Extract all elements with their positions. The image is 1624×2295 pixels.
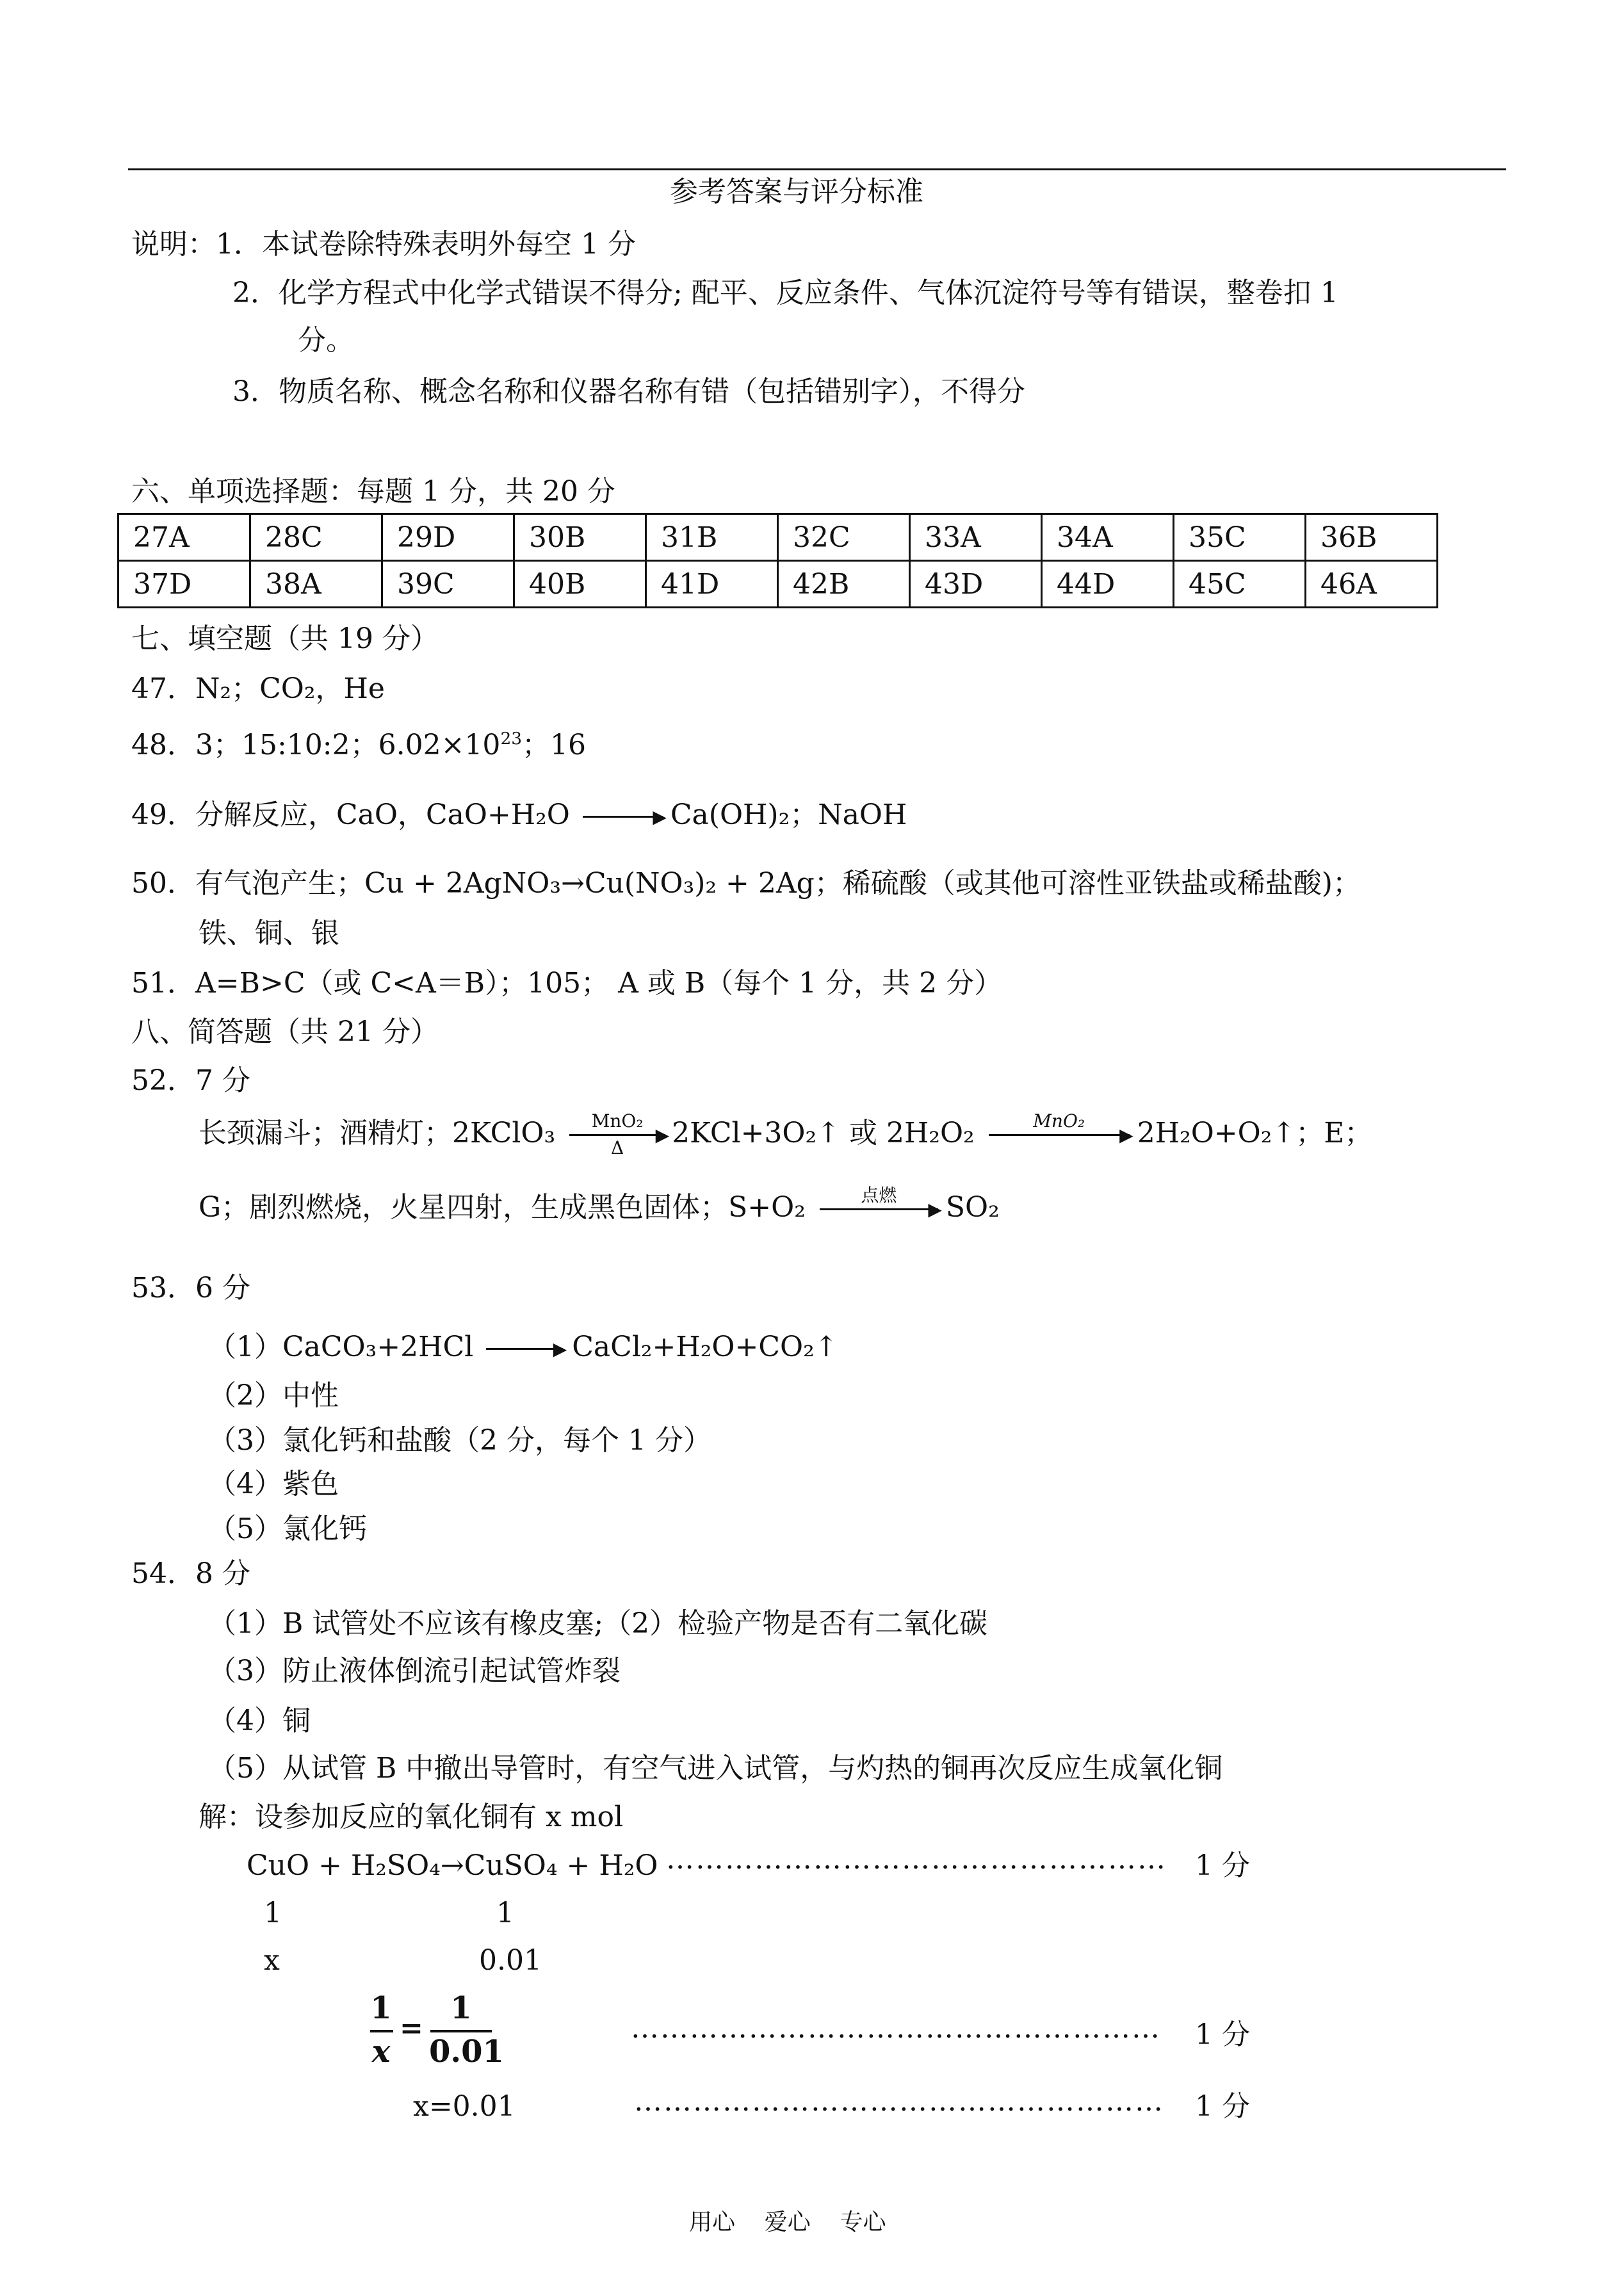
- table-cell: 36B: [1306, 514, 1438, 561]
- fraction-score: 1 分: [1195, 2018, 1250, 2051]
- table-cell: 45C: [1174, 561, 1306, 608]
- answer-52-text-3: 2H₂O+O₂↑；E；: [1137, 1117, 1373, 1149]
- answer-48-exponent: 23: [500, 729, 523, 749]
- page-footer: 用心 爱心 专心: [689, 2209, 886, 2235]
- answer-54-1: （1）B 试管处不应该有橡皮塞;（2）检验产物是否有二氧化碳: [208, 1607, 988, 1640]
- answer-52-text-4: G；剧烈燃烧，火星四射，生成黑色固体；S+O₂: [199, 1191, 806, 1224]
- table-cell: 40B: [514, 561, 646, 608]
- catalyst-label: MnO₂: [1033, 1110, 1085, 1131]
- fraction-right-numerator: 1: [450, 1990, 472, 2026]
- score-leader: ………………………………………………: [634, 2085, 1164, 2118]
- answer-49: [131, 797, 907, 833]
- ratio-left-x: x: [264, 1944, 280, 1977]
- table-cell: 32C: [778, 514, 910, 561]
- answer-53-1-text: （1）CaCO₃+2HCl: [208, 1331, 474, 1363]
- answer-52-line-2: [199, 1185, 1000, 1226]
- answer-49-product: Ca(OH)₂；NaOH: [670, 799, 907, 831]
- table-cell: 44D: [1042, 561, 1174, 608]
- equals-sign: =: [400, 2012, 423, 2045]
- answer-54-score: 54．8 分: [131, 1557, 250, 1590]
- table-cell: 29D: [382, 514, 514, 561]
- table-cell: 33A: [910, 514, 1042, 561]
- reaction-arrow: MnO₂ ▶: [989, 1134, 1130, 1136]
- answer-52-score: 52．7 分: [131, 1064, 250, 1097]
- reaction-arrow: ▶: [583, 816, 663, 818]
- fraction-right-bar: [430, 2030, 492, 2032]
- answer-54-4: （4）铜: [208, 1705, 311, 1737]
- ratio-left-1: 1: [264, 1897, 282, 1929]
- answer-54-5: （5）从试管 B 中撤出导管时，有空气进入试管，与灼热的铜再次反应生成氧化铜: [208, 1752, 1223, 1785]
- fraction-left-bar: [370, 2030, 393, 2032]
- table-cell: 46A: [1306, 561, 1438, 608]
- table-cell: 37D: [118, 561, 250, 608]
- answer-50-cont: 铁、铜、银: [199, 917, 339, 950]
- solution-equation: CuO + H₂SO₄→CuSO₄ + H₂O: [247, 1849, 658, 1882]
- answer-49-text: 49．分解反应，CaO，CaO+H₂O: [131, 799, 570, 831]
- equation-score: 1 分: [1195, 1849, 1250, 1882]
- table-row: [118, 561, 1438, 608]
- solution-result: x=0.01: [413, 2090, 516, 2123]
- result-score: 1 分: [1195, 2090, 1250, 2123]
- page-title: 参考答案与评分标准: [670, 175, 923, 208]
- section-8-heading: 八、简答题（共 21 分）: [131, 1016, 439, 1048]
- table-cell: 39C: [382, 561, 514, 608]
- answer-52-text-2: 2KCl+3O₂↑ 或 2H₂O₂: [672, 1117, 975, 1149]
- table-cell: 41D: [646, 561, 778, 608]
- table-cell: 43D: [910, 561, 1042, 608]
- answer-52-line-1: [199, 1110, 1373, 1158]
- reaction-arrow: MnO₂ ▶ Δ: [569, 1134, 665, 1136]
- score-leader: ………………………………………………: [631, 2012, 1161, 2045]
- answer-54-3: （3）防止液体倒流引起试管炸裂: [208, 1655, 621, 1687]
- answer-48-text: 48．3；15:10:2；6.02×10: [131, 728, 501, 761]
- answer-53-score: 53．6 分: [131, 1272, 250, 1304]
- solution-intro: 解：设参加反应的氧化铜有 x mol: [199, 1801, 624, 1833]
- answer-52-text-5: SO₂: [945, 1191, 1000, 1224]
- table-cell: 42B: [778, 561, 910, 608]
- table-cell: 38A: [250, 561, 382, 608]
- answer-47: 47．N₂；CO₂，He: [131, 672, 385, 705]
- table-cell: 30B: [514, 514, 646, 561]
- answer-48: [131, 721, 586, 763]
- ratio-right-value: 0.01: [479, 1944, 542, 1977]
- score-leader: ……………………………………………: [666, 1843, 1167, 1876]
- table-cell: 31B: [646, 514, 778, 561]
- section-6-heading: 六、单项选择题：每题 1 分，共 20 分: [131, 475, 615, 508]
- answer-53-1: [208, 1329, 838, 1365]
- answer-53-4: （4）紫色: [208, 1468, 339, 1500]
- reaction-arrow: 点燃 ▶: [820, 1208, 938, 1210]
- note-line-3: 3．物质名称、概念名称和仪器名称有错（包括错别字），不得分: [232, 375, 1025, 408]
- table-cell: 27A: [118, 514, 250, 561]
- table-cell: 28C: [250, 514, 382, 561]
- answer-51: 51．A=B>C（或 C<A＝B）；105； A 或 B（每个 1 分，共 2 分）: [131, 967, 1003, 1000]
- ratio-right-1: 1: [496, 1897, 514, 1929]
- reaction-arrow: ▶: [486, 1348, 563, 1350]
- catalyst-label: MnO₂: [591, 1110, 644, 1131]
- answer-53-2: （2）中性: [208, 1379, 339, 1412]
- heat-label: Δ: [611, 1137, 624, 1158]
- answer-52-text: 长颈漏斗；酒精灯；2KClO₃: [199, 1117, 556, 1149]
- fraction-right-denominator: 0.01: [429, 2034, 504, 2070]
- note-line-1: 说明：1．本试卷除特殊表明外每空 1 分: [131, 228, 636, 261]
- fraction-left-denominator: x: [371, 2034, 391, 2070]
- fraction-left-numerator: 1: [370, 1990, 392, 2026]
- answer-table: [117, 513, 1438, 608]
- table-cell: 34A: [1042, 514, 1174, 561]
- header-rule: [128, 168, 1506, 170]
- table-cell: 35C: [1174, 514, 1306, 561]
- answer-53-3: （3）氯化钙和盐酸（2 分，每个 1 分）: [208, 1424, 711, 1457]
- answer-50: 50．有气泡产生；Cu + 2AgNO₃→Cu(NO₃)₂ + 2Ag；稀硫酸（或其他可溶性亚铁盐或稀盐酸)；: [131, 867, 1361, 900]
- answer-53-5: （5）氯化钙: [208, 1512, 367, 1545]
- ignite-label: 点燃: [861, 1185, 897, 1206]
- answer-48-tail: ；16: [522, 728, 587, 761]
- answer-53-1-product: CaCl₂+H₂O+CO₂↑: [572, 1331, 838, 1363]
- note-line-2-cont: 分。: [298, 324, 354, 357]
- section-7-heading: 七、填空题（共 19 分）: [131, 622, 439, 655]
- note-line-2: 2．化学方程式中化学式错误不得分; 配平、反应条件、气体沉淀符号等有错误，整卷扣 1: [232, 277, 1338, 309]
- table-row: [118, 514, 1438, 561]
